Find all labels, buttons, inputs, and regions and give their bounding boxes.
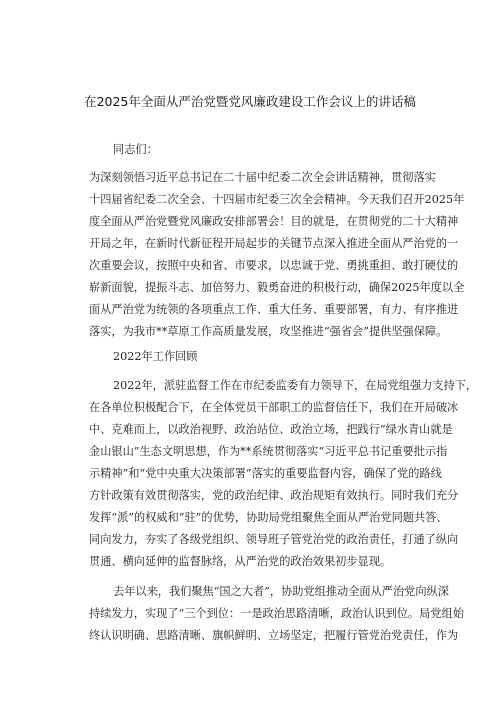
paragraph-line: 崭新面貌，提振斗志、加倍努力、毅勇奋进的积极行动，确保2025年度以全 bbox=[89, 281, 465, 294]
paragraph-line: 中、克难而上，以政治视野、政治站位、政治立场，把践行“绿水青山就是 bbox=[89, 423, 453, 436]
section-heading: 2022年工作回顾 bbox=[113, 350, 198, 363]
paragraph-line: 同向发力，夯实了各级党组织、领导班子管党治党的政治责任，打通了纵向 bbox=[89, 533, 459, 546]
paragraph-line: 去年以来，我们聚焦“国之大者”，协助党组推动全面从严治党向纵深 bbox=[113, 585, 449, 598]
paragraph-line: 贯通、横向延伸的监督脉络，从严治党的政治效果初步显现。 bbox=[89, 555, 392, 568]
salutation: 同志们： bbox=[113, 143, 158, 156]
document-title: 在2025年全面从严治党暨党风廉政建设工作会议上的讲话稿 bbox=[84, 94, 416, 109]
paragraph-line: 终认识明确、思路清晰、旗帜鲜明、立场坚定，把履行管党治党责任，作为 bbox=[89, 629, 459, 642]
paragraph-line: 2022年，派驻监督工作在市纪委监委有力领导下，在局党组强力支持下， bbox=[113, 379, 478, 392]
paragraph-line: 面从严治党为统领的各项重点工作、重大任务、重要部署，有力、有序推进 bbox=[89, 303, 459, 316]
paragraph-line: 发挥“派”的权威和“驻”的优势，协助局党组聚焦全面从严治党同题共答、 bbox=[89, 511, 448, 524]
paragraph-line: 度全面从严治党暨党风廉政安排部署会！目的就是，在贯彻党的二十大精神 bbox=[89, 215, 459, 228]
paragraph-line: 在各单位积极配合下，在全体党员干部职工的监督信任下，我们在开局破冰 bbox=[89, 401, 459, 414]
paragraph-line: 落实，为我市**草原工作高质量发展，攻坚推进“强省会”提供坚强保障。 bbox=[89, 325, 448, 338]
paragraph-line: 为深刻领悟习近平总书记在二十届中纪委二次全会讲话精神，贯彻落实 bbox=[89, 171, 436, 184]
paragraph-line: 金山银山”生态文明思想，作为**系统贯彻落实“习近平总书记重要批示指 bbox=[89, 445, 448, 458]
paragraph-line: 方针政策有效贯彻落实，党的政治纪律、政治规矩有效执行。同时我们充分 bbox=[89, 489, 459, 502]
paragraph-line: 十四届省纪委二次全会、十四届市纪委三次全会精神。今天我们召开2025年 bbox=[89, 193, 465, 206]
paragraph-line: 持续发力，实现了“三个到位：一是政治思路清晰，政治认识到位。局党组始 bbox=[89, 607, 464, 620]
paragraph-line: 示精神”和“党中央重大决策部署”落实的重要监督内容，确保了党的路线 bbox=[89, 467, 442, 480]
paragraph-line: 开局之年，在新时代新征程开局起步的关键节点深入推进全面从严治党的一 bbox=[89, 237, 459, 250]
paragraph-line: 次重要会议，按照中央和省、市要求，以忠诚于党、勇挑重担、敢打硬仗的 bbox=[89, 259, 459, 272]
